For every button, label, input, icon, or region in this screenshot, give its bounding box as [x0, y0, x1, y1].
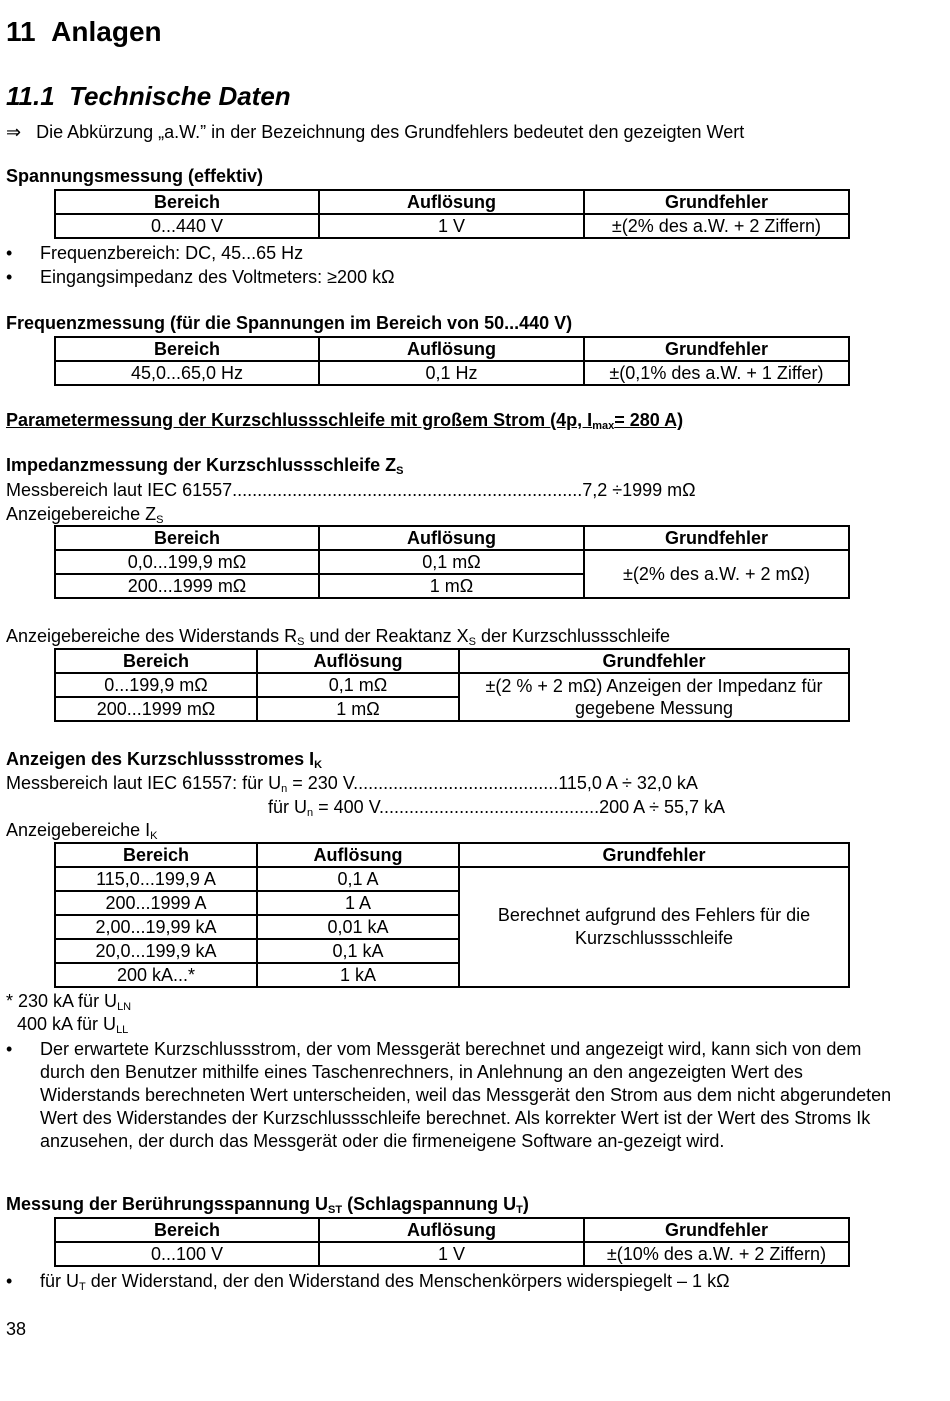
display-label-sub: K	[150, 830, 158, 842]
display-label-text: Anzeigebereiche Z	[6, 504, 157, 524]
cell-resolution: 0,1 mΩ	[319, 550, 584, 574]
table-row	[55, 214, 849, 238]
error-line-2: Kurzschlussschleife	[574, 928, 734, 948]
cell-resolution: 0,1 Hz	[319, 361, 584, 385]
chapter-heading	[6, 16, 162, 48]
header-resolution: Auflösung	[257, 649, 459, 673]
range-label: Messbereich laut IEC 61557	[6, 480, 233, 500]
footnote-sub: LL	[116, 1024, 129, 1036]
cell-range: 200...1999 A	[55, 891, 257, 915]
cell-range: 200...1999 mΩ	[55, 697, 257, 721]
current-range-line-2	[268, 797, 725, 818]
table-header-row	[55, 190, 849, 214]
range-value: 115,0 A ÷ 32,0 kA	[558, 773, 698, 793]
range-label: für U	[268, 797, 308, 817]
error-line-1: ±(2 % + 2 mΩ) Anzeigen der Impedanz für	[485, 676, 823, 696]
header-error: Grundfehler	[584, 526, 849, 550]
frequency-table	[54, 336, 850, 386]
table-row	[55, 550, 849, 574]
bullet-sub: T	[79, 1281, 86, 1293]
section-heading	[6, 81, 291, 112]
impedance-table	[54, 525, 850, 599]
cell-error: ±(2% des a.W. + 2 mΩ)	[584, 550, 849, 598]
impedance-title-sub: S	[396, 465, 404, 477]
table-row	[55, 867, 849, 891]
cell-error: ±(10% des a.W. + 2 Ziffern)	[584, 1242, 849, 1266]
table-row	[55, 1242, 849, 1266]
header-range: Bereich	[55, 190, 319, 214]
header-resolution: Auflösung	[319, 1218, 584, 1242]
cell-resolution: 1 A	[257, 891, 459, 915]
resistance-table	[54, 648, 850, 722]
touch-title-text: Messung der Berührungsspannung U	[6, 1194, 329, 1214]
touch-title	[6, 1194, 529, 1215]
reactance-text: und der Reaktanz X	[304, 626, 469, 646]
table-header-row	[55, 526, 849, 550]
cell-range: 20,0...199,9 kA	[55, 939, 257, 963]
cell-resolution: 1 V	[319, 214, 584, 238]
note-text: Die Abkürzung „a.W.” in der Bezeichnung des Grundfehlers bedeutet den gezeigten Wert	[36, 122, 745, 142]
reactance-sub: S	[468, 636, 476, 648]
current-table	[54, 842, 850, 988]
resistance-title-end: der Kurzschlussschleife	[475, 626, 671, 646]
list-item: • Frequenzbereich: DC, 45...65 Hz	[40, 243, 303, 264]
cell-resolution: 0,1 kA	[257, 939, 459, 963]
cell-resolution: 1 V	[319, 1242, 584, 1266]
list-item	[40, 1271, 730, 1292]
page-number: 38	[6, 1319, 27, 1339]
section-number: 11.1	[6, 81, 55, 111]
table-header-row	[55, 843, 849, 867]
resistance-title	[6, 626, 670, 647]
bullet-text: für U	[40, 1271, 80, 1291]
cell-error	[459, 867, 849, 987]
cell-range: 2,00...19,99 kA	[55, 915, 257, 939]
cell-range: 0,0...199,9 mΩ	[55, 550, 319, 574]
loop-title-text-end: = 280 A)	[614, 410, 684, 430]
footnote-2	[17, 1014, 128, 1035]
table-row	[55, 361, 849, 385]
footnote-text: 400 kA für U	[17, 1014, 117, 1034]
frequency-title: Frequenzmessung (für die Spannungen im Bereich von 50...440 V)	[6, 313, 573, 333]
header-range: Bereich	[55, 843, 257, 867]
range-sub: n	[307, 807, 314, 819]
impedance-display-label	[6, 504, 163, 525]
header-error: Grundfehler	[584, 1218, 849, 1242]
error-line-1: Berechnet aufgrund des Fehlers für die	[497, 905, 811, 925]
voltage-table	[54, 189, 850, 239]
footnote-1	[6, 991, 131, 1012]
header-resolution: Auflösung	[257, 843, 459, 867]
header-range: Bereich	[55, 649, 257, 673]
footnote-sub: LN	[117, 1001, 132, 1013]
arrow-icon: ⇒	[6, 122, 22, 142]
touch-table	[54, 1217, 850, 1267]
current-range-line-1	[6, 773, 698, 794]
cell-resolution: 0,1 mΩ	[257, 673, 459, 697]
cell-resolution: 0,01 kA	[257, 915, 459, 939]
cell-resolution: 1 mΩ	[319, 574, 584, 598]
impedance-range-line	[6, 480, 696, 501]
cell-error	[459, 673, 849, 721]
impedance-title	[6, 455, 403, 476]
cell-resolution: 1 kA	[257, 963, 459, 987]
header-resolution: Auflösung	[319, 190, 584, 214]
section-title: Technische Daten	[69, 81, 291, 111]
header-error: Grundfehler	[459, 843, 849, 867]
range-value: 200 A ÷ 55,7 kA	[599, 797, 726, 817]
cell-error: ±(2% des a.W. + 2 Ziffern)	[584, 214, 849, 238]
cell-range: 200...1999 mΩ	[55, 574, 319, 598]
display-label-text: Anzeigebereiche I	[6, 820, 151, 840]
range-voltage: = 230 V	[287, 773, 354, 793]
header-resolution: Auflösung	[319, 526, 584, 550]
impedance-title-text: Impedanzmessung der Kurzschlussschleife Z	[6, 455, 397, 475]
touch-title-sub: ST	[328, 1204, 343, 1216]
resistance-sub: S	[297, 636, 305, 648]
cell-range: 115,0...199,9 A	[55, 867, 257, 891]
bullet-text-end: der Widerstand, der den Widerstand des Menschenkörpers widerspiegelt – 1 kΩ	[85, 1271, 730, 1291]
footnote-text: * 230 kA für U	[6, 991, 118, 1011]
range-value: 7,2 ÷1999 mΩ	[582, 480, 696, 500]
table-header-row	[55, 649, 849, 673]
range-label: Messbereich laut IEC 61557: für U	[6, 773, 282, 793]
cell-range: 0...100 V	[55, 1242, 319, 1266]
error-line-2: gegebene Messung	[574, 698, 734, 718]
range-dots: ......................................................................	[232, 480, 583, 500]
header-error: Grundfehler	[584, 337, 849, 361]
header-range: Bereich	[55, 526, 319, 550]
table-row	[55, 673, 849, 697]
touch-title-sub-2: T	[516, 1204, 523, 1216]
chapter-title: Anlagen	[51, 16, 162, 47]
header-range: Bereich	[55, 1218, 319, 1242]
loop-title-text: Parametermessung der Kurzschlussschleife mit großem Strom (4p, I	[6, 410, 593, 430]
current-title-text: Anzeigen des Kurzschlussstromes I	[6, 749, 315, 769]
abbreviation-note	[6, 122, 744, 143]
header-error: Grundfehler	[459, 649, 849, 673]
voltage-title: Spannungsmessung (effektiv)	[6, 166, 264, 186]
range-voltage: = 400 V	[313, 797, 380, 817]
cell-error: ±(0,1% des a.W. + 1 Ziffer)	[584, 361, 849, 385]
cell-range: 0...199,9 mΩ	[55, 673, 257, 697]
range-dots: .........................................	[353, 773, 559, 793]
touch-title-end: )	[522, 1194, 529, 1214]
table-header-row	[55, 337, 849, 361]
current-title	[6, 749, 322, 770]
list-item: • Eingangsimpedanz des Voltmeters: ≥200 kΩ	[40, 267, 395, 288]
loop-title	[6, 410, 683, 431]
header-resolution: Auflösung	[319, 337, 584, 361]
table-header-row	[55, 1218, 849, 1242]
cell-resolution: 1 mΩ	[257, 697, 459, 721]
cell-resolution: 0,1 A	[257, 867, 459, 891]
resistance-title-text: Anzeigebereiche des Widerstands R	[6, 626, 298, 646]
header-range: Bereich	[55, 337, 319, 361]
cell-range: 200 kA...*	[55, 963, 257, 987]
chapter-number: 11	[6, 16, 36, 47]
touch-title-mid: (Schlagspannung U	[342, 1194, 517, 1214]
range-dots: ............................................	[379, 797, 600, 817]
cell-range: 0...440 V	[55, 214, 319, 238]
loop-title-sub: max	[592, 420, 615, 432]
current-title-sub: K	[314, 759, 323, 771]
display-label-sub: S	[156, 514, 164, 526]
cell-range: 45,0...65,0 Hz	[55, 361, 319, 385]
range-sub: n	[281, 783, 288, 795]
current-display-label	[6, 820, 157, 841]
header-error: Grundfehler	[584, 190, 849, 214]
current-paragraph: • Der erwartete Kurzschlussstrom, der vom Messgerät berechnet und angezeigt wird, kann sich von dem durch den Benutzer mithilfe eines Taschenrechners, in Anlehnung an den angezeigten Wert des Widerstands berechneten Wert unterscheiden, weil das Messgerät den Strom aus dem nicht abgerundeten Wert des Widerstandes der Kurzschlussschleife berechnet. Als korrekter Wert ist der Wert des Stroms Ik anzusehen, der durch das Messgerät oder die firmeneigene Software an-gezeigt wird.	[40, 1038, 900, 1153]
